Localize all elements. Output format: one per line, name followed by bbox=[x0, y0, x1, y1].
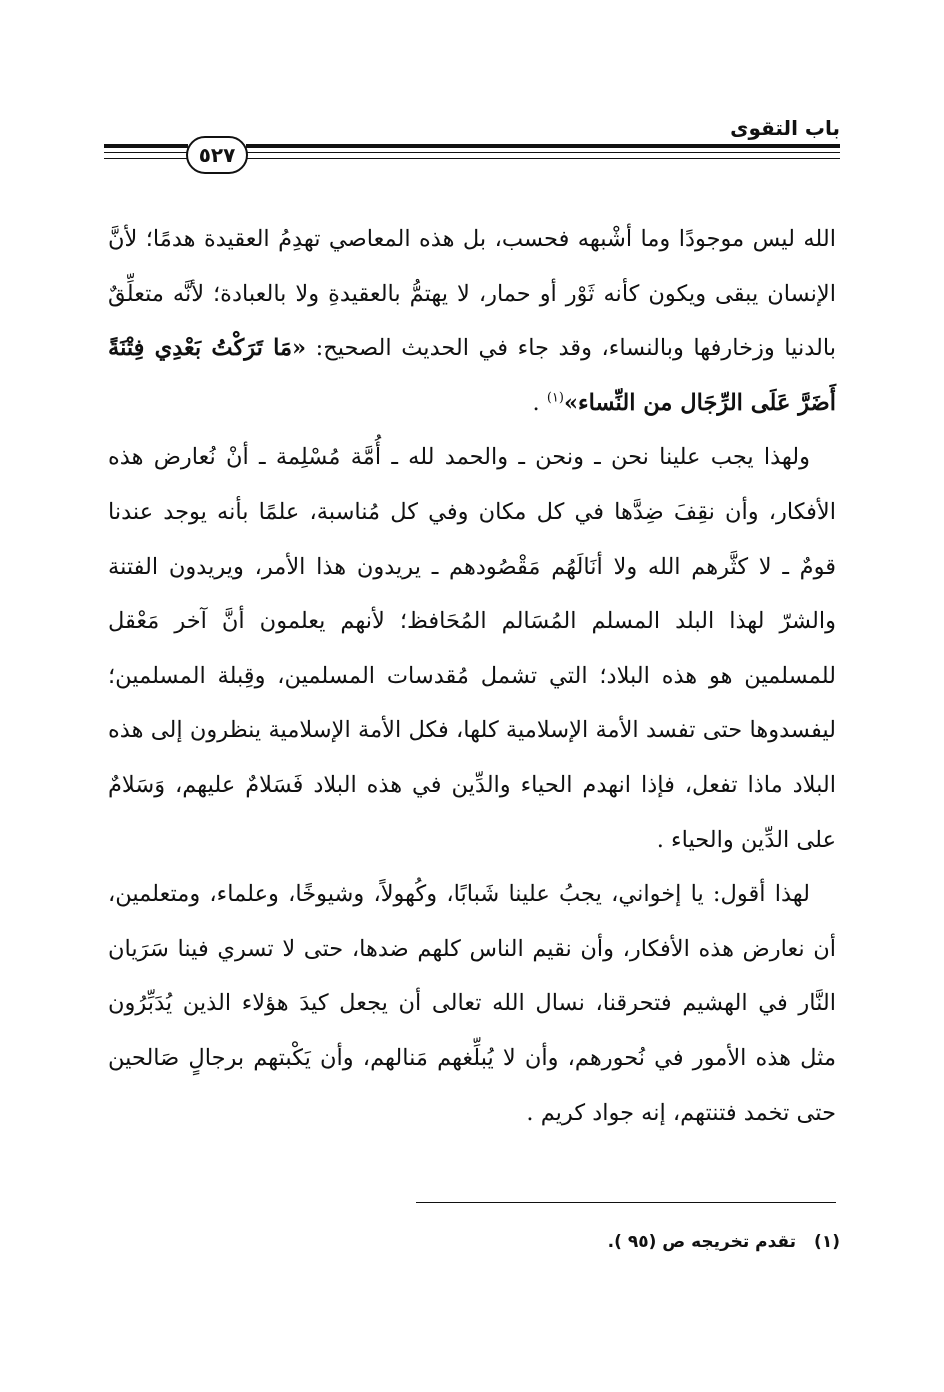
footnote-number: (١) bbox=[814, 1232, 840, 1252]
paragraph-1 bbox=[108, 212, 836, 430]
header-rule-right-thin bbox=[246, 152, 840, 153]
page-number-badge bbox=[186, 136, 248, 174]
footnote-text: تقدم تخريجه ص (٩٥ ). bbox=[607, 1232, 797, 1252]
header-rule-left bbox=[104, 144, 188, 148]
hadith-quote: «مَا تَرَكْتُ بَعْدِي فِتْنَةً أَضَرَّ عَلَى الرِّجَال من النِّساء» bbox=[108, 335, 836, 416]
paragraph-2: ولهذا يجب علينا نحن ـ ونحن ـ والحمد لله ـ أُمَّة مُسْلِمة ـ أنْ نُعارض هذه الأفكار، وأن نقِفَ ضِدَّها في كل مكان وفي كل مُناسبة، علمًا بأنه يوجد عندنا قومٌ ـ لا كثَّرهم الله ولا أنَالَهُم مَقْصُودهم ـ يريدون هذا الأمر، ويريدون الفتنة والشرّ لهذا البلد المسلم المُسَالم المُحَافظ؛ لأنهم يعلمون أنَّ آخر مَعْقل للمسلمين هو هذه البلاد؛ التي تشمل مُقدسات المسلمين، وقِبلة المسلمين؛ ليفسدوها حتى تفسد الأمة الإسلامية كلها، فكل الأمة الإسلامية ينظرون إلى هذه البلاد ماذا تفعل، فإذا انهدم الحياء والدِّين في هذه البلاد فَسَلامٌ عليهم، وَسَلامٌ على الدِّين والحياء . bbox=[108, 444, 836, 853]
footnote-reference[interactable]: (١) bbox=[546, 390, 564, 406]
main-text bbox=[108, 212, 836, 1140]
paragraph-1-end: . bbox=[532, 389, 547, 416]
header-rule-left-thin-2 bbox=[104, 158, 188, 159]
header-rule-left-thin bbox=[104, 152, 188, 153]
page-number: ٥٢٧ bbox=[198, 143, 236, 167]
footnote bbox=[608, 1234, 840, 1251]
header-rule-right-thin-2 bbox=[246, 158, 840, 159]
chapter-title: باب التقوى bbox=[730, 116, 840, 140]
header-rule-right bbox=[246, 144, 840, 148]
footnote-separator bbox=[416, 1202, 836, 1203]
paragraph-1-text: الله ليس موجودًا وما أشْبهه فحسب، بل هذه المعاصي تهدِمُ العقيدة هدمًا؛ لأنَّ الإنسان يبقى ويكون كأنه ثَوْر أو حمار، لا يهتمُّ بالعقيدةِ ولا بالعبادة؛ لأنَّه متعلِّقٌ بالدنيا وزخارفها وبالنساء، وقد جاء في الحديث الصحيح: bbox=[108, 226, 837, 362]
paragraph-3: لهذا أقول: يا إخواني، يجبُ علينا شَبابًا، وكُهولاً، وشيوخًا، وعلماء، ومتعلمين، أن نعارض هذه الأفكار، وأن نقيم الناس كلهم ضدها، حتى لا تسري فينا سَرَيان النَّار في الهشيم فتحرقنا، نسال الله تعالى أن يجعل كيدَ هؤلاء الذين يُدَبِّرُون مثل هذه الأمور في نُحورهم، وأن لا يُبلِّغهم مَنالهم، وأن يَكْبتهم برجالٍ صَالحين حتى تخمد فتنتهم، إنه جواد كريم . bbox=[108, 881, 836, 1126]
